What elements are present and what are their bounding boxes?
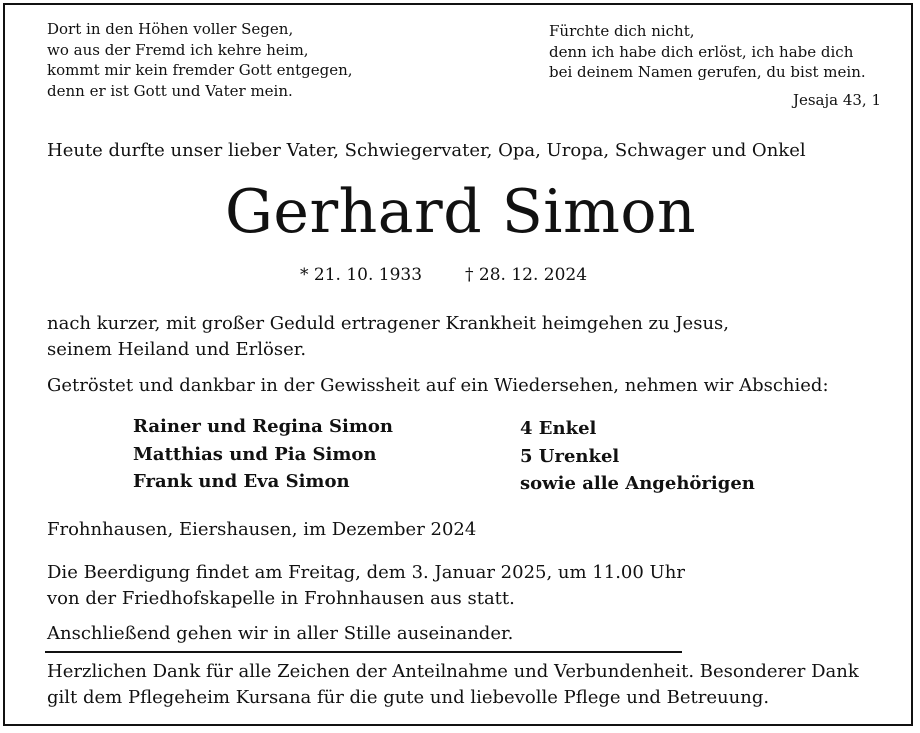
mourner-group: 5 Urenkel (520, 445, 620, 467)
passing-line: nach kurzer, mit großer Geduld ertragener Krankheit heimgehen zu Jesus, (47, 313, 729, 334)
birth-date: * 21. 10. 1933 (300, 265, 423, 285)
funeral-line: Die Beerdigung findet am Freitag, dem 3. Januar 2025, um 11.00 Uhr (47, 562, 685, 583)
passing-line: seinem Heiland und Erlöser. (47, 339, 307, 360)
intro-text: Heute durfte unser lieber Vater, Schwiegervater, Opa, Uropa, Schwager und Onkel (47, 140, 806, 161)
verse-left-line: Dort in den Höhen voller Segen, (47, 20, 294, 38)
mourners-right (520, 415, 755, 498)
thanks-line: gilt dem Pflegeheim Kursana für die gute und liebevolle Pflege und Betreuung. (47, 687, 770, 708)
thanks-line: Herzlichen Dank für alle Zeichen der Anteilnahme und Verbundenheit. Besonderer Dank (47, 661, 859, 682)
mourner-group: sowie alle Angehörigen (520, 473, 755, 494)
verse-right-line: Fürchte dich nicht, (549, 22, 695, 40)
farewell-text: Getröstet und dankbar in der Gewissheit auf ein Wiedersehen, nehmen wir Abschied: (47, 375, 829, 396)
obituary-notice (3, 3, 913, 726)
verse-reference: Jesaja 43, 1 (792, 91, 881, 109)
funeral-info (47, 560, 685, 612)
funeral-line: von der Friedhofskapelle in Frohnhausen aus statt. (47, 588, 515, 609)
thanks-text (47, 659, 859, 711)
mourner-name: Matthias und Pia Simon (133, 443, 377, 465)
divider-line (45, 651, 682, 653)
mourner-name: Frank und Eva Simon (133, 471, 350, 492)
verse-right-line: bei deinem Namen gerufen, du bist mein. (549, 63, 866, 81)
verse-right-line: denn ich habe dich erlöst, ich habe dich (549, 42, 854, 61)
place-date: Frohnhausen, Eiershausen, im Dezember 2024 (47, 519, 477, 540)
mourner-name: Rainer und Regina Simon (133, 416, 394, 437)
death-date: † 28. 12. 2024 (465, 265, 588, 285)
verse-left-line: wo aus der Fremd ich kehre heim, (47, 40, 309, 59)
verse-left-line: denn er ist Gott und Vater mein. (47, 81, 293, 100)
verse-right (549, 21, 866, 83)
passing-text (47, 311, 729, 363)
mourners-left (133, 413, 393, 496)
deceased-name: Gerhard Simon (225, 177, 697, 247)
verse-left-line: kommt mir kein fremder Gott entgegen, (47, 61, 353, 79)
mourner-group: 4 Enkel (520, 418, 597, 439)
afterwards-text: Anschließend gehen wir in aller Stille auseinander. (47, 623, 514, 644)
verse-left (47, 19, 353, 101)
